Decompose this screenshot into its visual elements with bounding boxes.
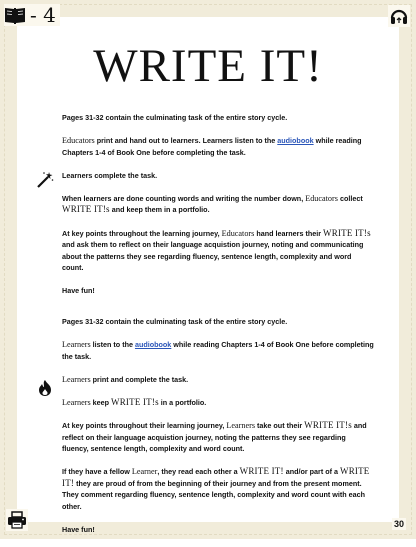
- text: Learners: [62, 340, 91, 350]
- paragraph: [62, 193, 374, 216]
- book-icon: [4, 4, 26, 26]
- text: collect: [337, 193, 363, 203]
- text: they are proud of from the beginning of their journey and from the present moment. They comment regarding fluency, sentence length, complexity and word count with each other.: [62, 478, 365, 512]
- text: take out their: [255, 421, 305, 430]
- text: Have fun!: [62, 286, 95, 296]
- text: Educators: [221, 228, 255, 238]
- text: keep: [90, 397, 112, 407]
- text: WRITE IT!s: [111, 396, 159, 407]
- paragraph: [62, 228, 374, 274]
- text: hand learners their: [254, 228, 324, 238]
- text: WRITE IT!s: [323, 227, 371, 238]
- text: Learner: [131, 467, 158, 477]
- text: When learners are done counting words and writing the number down,: [62, 193, 306, 203]
- instructions-content: [62, 112, 374, 547]
- text: while reading Chapters 1-4 of Book One before completing the task.: [62, 136, 362, 157]
- flame-icon: [37, 379, 53, 397]
- paragraph: [62, 316, 374, 328]
- paragraph: [62, 374, 374, 386]
- paragraph: [62, 112, 374, 124]
- paragraph: [62, 420, 374, 455]
- text: Learners: [62, 374, 91, 384]
- printer-icon[interactable]: [6, 509, 28, 531]
- text: Have fun!: [62, 525, 95, 535]
- text: and ask them to reflect on their language acquistion journey, noting and communicating about the patterns they see regarding fluency, sentence length, complexity and word count.: [62, 240, 364, 273]
- text: WRITE IT!s: [304, 420, 352, 430]
- paragraph: [62, 170, 374, 182]
- text: At key points throughout their learning journey,: [62, 421, 227, 430]
- text: print and complete the task.: [90, 374, 189, 384]
- text: At key points throughout the learning journey,: [62, 228, 222, 238]
- text: and keep them in a portfolio.: [109, 205, 210, 215]
- magic-wand-icon: [36, 171, 52, 189]
- text: while reading Chapters 1-4 of Book One before completing the task.: [62, 340, 374, 361]
- text: If they have a fellow: [62, 467, 132, 477]
- text: Pages 31-32 contain the culminating task of the entire story cycle.: [62, 113, 288, 122]
- paragraph: [62, 135, 374, 158]
- text: WRITE IT!: [239, 466, 284, 477]
- text: Learners: [62, 397, 91, 407]
- text: , they read each other a: [157, 467, 240, 477]
- page-title: WRITE IT!: [93, 40, 323, 92]
- page-number: 30: [393, 519, 404, 529]
- paragraph: [62, 466, 374, 512]
- text: WRITE IT!s: [62, 204, 110, 215]
- text: WRITE IT!: [62, 466, 370, 488]
- paragraph: [62, 339, 374, 362]
- paragraph: [62, 524, 374, 536]
- paragraph: [62, 397, 374, 409]
- audiobook-link[interactable]: audiobook: [277, 136, 314, 146]
- text: Learners complete the task.: [62, 170, 158, 180]
- headphones-icon[interactable]: [388, 5, 410, 27]
- section-header: [4, 4, 60, 26]
- text: Educators: [305, 193, 338, 203]
- audiobook-link[interactable]: audiobook: [134, 340, 172, 350]
- text: Educators: [62, 136, 95, 146]
- text: and/or part of a: [283, 467, 341, 477]
- text: Learners: [226, 421, 256, 430]
- text: listen to the: [90, 340, 135, 350]
- text: in a portfolio.: [158, 397, 207, 407]
- section-number: - 4: [30, 3, 56, 27]
- text: and reflect on their language acquistion journey, noting the patterns they see regarding fluency, sentence length, complexity and word count.: [62, 421, 367, 454]
- text: print and hand out to learners. Learners listen to the: [94, 136, 278, 146]
- text: Pages 31-32 contain the culminating task of the entire story cycle.: [62, 317, 288, 327]
- paragraph: [62, 285, 374, 297]
